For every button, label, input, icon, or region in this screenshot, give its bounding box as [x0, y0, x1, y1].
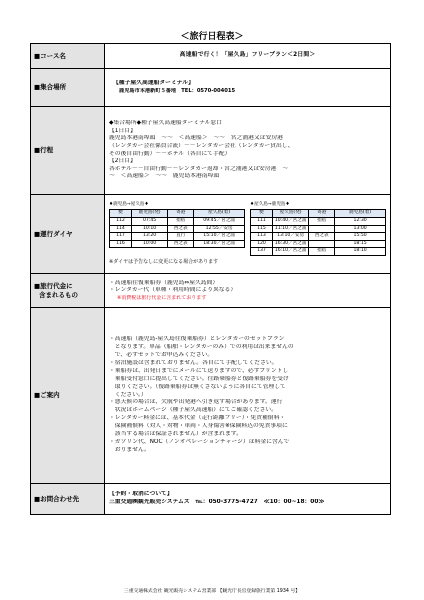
timetable-header-cell: 鹿児島(着): [335, 210, 386, 218]
included-item: ・高速船往復乗船券（鹿児島⇔屋久島間）: [109, 279, 219, 286]
schedule-label: ■行程: [31, 107, 105, 195]
timetable-header-cell: 寄港: [168, 210, 194, 218]
guide-line: 該当する場合は保証されません）が含まれます。: [109, 431, 242, 438]
timetable-header-cell: 鹿児島(発): [131, 210, 167, 218]
schedule-row: [31, 107, 391, 195]
timetable-header-cell: 寄港: [309, 210, 335, 218]
timetable-cell: 12:30: [335, 218, 386, 226]
inbound-table: [250, 209, 386, 256]
timetable-cell: 12:55／安房: [194, 225, 245, 233]
timetable-cell: 16:10／宮之浦: [272, 248, 308, 256]
inbound-title: ♦屋久島→鹿児島♦: [250, 202, 290, 208]
timetable-cell: 13:10／安房: [272, 233, 308, 241]
contact-content: [105, 484, 391, 515]
timetable-cell: 10:00: [131, 240, 167, 248]
included-tax-note: ※消費税は旅行代金に含まれております: [117, 294, 207, 301]
timetable-cell: 115: [251, 225, 273, 233]
timetable-cell: 15:10／宮之浦: [194, 233, 245, 241]
timetable-cell: 指宿: [309, 218, 335, 226]
guide-line: となります。単品（船舶・レンタカーのみ）での利用は出来ませんの: [109, 343, 294, 350]
guide-line: ・宿泊施設は含まれておりません。各自にて手配してください。: [109, 359, 278, 366]
guide-label: ■ご案内: [31, 308, 105, 484]
timetable-row: [251, 233, 386, 241]
timetable-cell: 直行: [168, 233, 194, 241]
footer-company: 三重交通株式会社 観光販売システム営業部 【観光庁長官登録旅行業第 1934 号】: [123, 589, 301, 594]
itinerary-table: [30, 43, 391, 515]
timetable-header-cell: 便: [110, 210, 132, 218]
contact-row: [31, 484, 391, 515]
timetable-cell: 117: [110, 233, 132, 241]
schedule-content: [105, 107, 391, 195]
inbound-timetable: [250, 202, 386, 256]
course-name: 高速船で行く！「屋久島」フリープラン＜2日間＞: [105, 44, 391, 69]
timetable-label: ■運行ダイヤ: [31, 195, 105, 274]
timetable-header-cell: 屋久島(着): [194, 210, 245, 218]
guide-line: ・ガソリン代、NOC（ノンオペレーションチャージ）は料金に含んで: [109, 439, 290, 446]
guide-line: ・悪天候の場合は、欠航や出発港へ引き返す場合があります。運行: [109, 399, 283, 406]
meeting-terminal: 【種子屋久高速船ターミナル】: [113, 80, 194, 87]
guide-line: ・レンタカー料金には、基本代金（走行距離フリー）・免責補償料・: [109, 415, 286, 422]
meeting-content: [105, 69, 391, 107]
timetable-cell: 西之表: [309, 233, 335, 241]
contact-details: 三重交通㈱観光販売システムズ ℡：050-3775-4727 ≪10：00~18：00≫: [109, 499, 325, 505]
timetable-cell: 18:15: [335, 240, 386, 248]
timetable-cell: 112: [110, 218, 132, 226]
timetable-header-row: [251, 210, 386, 218]
contact-heading: 【予約・取消について】: [109, 491, 173, 498]
timetable-row: [110, 240, 245, 248]
timetable-content: [105, 195, 391, 274]
document-title: ＜旅行日程表＞: [180, 32, 244, 42]
timetable-cell: 西之表: [168, 240, 194, 248]
guide-line: おりません。: [109, 447, 150, 454]
timetable-row: [31, 195, 391, 274]
timetable-cell: 11:10／宮之浦: [272, 225, 308, 233]
schedule-line: その後自由行動）－－ホテル（各自にて手配）: [109, 150, 231, 157]
guide-line: 状況はホームページ（種子屋久高速船）にてご確認ください。: [109, 407, 277, 414]
timetable-cell: [309, 240, 335, 248]
guide-content: [105, 308, 391, 484]
timetable-cell: 15:50: [335, 233, 386, 241]
outbound-title: ♦鹿児島→屋久島♦: [109, 202, 149, 208]
timetable-cell: 137: [251, 248, 273, 256]
timetable-row: [110, 218, 245, 226]
timetable-cell: 指宿: [168, 218, 194, 226]
timetable-cell: 10:40／宮之浦: [272, 218, 308, 226]
timetable-cell: 07:45: [131, 218, 167, 226]
guide-row: [31, 308, 391, 484]
timetable-cell: 18:10: [335, 248, 386, 256]
guide-line: ください。）: [109, 391, 147, 398]
outbound-table: [109, 209, 245, 248]
timetable-cell: 指宿: [309, 248, 335, 256]
guide-line: 保険補償料（対人・対物・車両・人身傷害※保険料込の免責事項に: [109, 423, 288, 430]
guide-line: 取りください。（復路乗船券は無くさないように各自にて管理して: [109, 383, 286, 390]
guide-line: ・高速船（鹿児島-屋久島往復乗船券）とレンタカーのセットプラン: [109, 335, 285, 342]
contact-label: ■お問合わせ先: [31, 484, 105, 515]
timetable-cell: 111: [251, 218, 273, 226]
meeting-address: 鹿児島市本港新町５番地 TEL：0570-004015: [119, 87, 236, 94]
timetable-note: ※ダイヤは予告なしに変更になる場合があります: [109, 259, 219, 266]
timetable-row: [251, 248, 386, 256]
timetable-row: [251, 218, 386, 226]
included-label-line2: 含まれるもの: [39, 290, 78, 299]
included-row: [31, 274, 391, 308]
guide-line: で、必ずセットでお申込みください。: [109, 351, 214, 358]
timetable-cell: 120: [251, 240, 273, 248]
included-label-line1: ■旅行代金に: [34, 282, 73, 291]
timetable-row: [251, 225, 386, 233]
timetable-cell: 113: [251, 233, 273, 241]
timetable-row: [110, 225, 245, 233]
timetable-cell: 116: [110, 240, 132, 248]
timetable-row: [110, 233, 245, 241]
meeting-row: [31, 69, 391, 107]
meeting-label: ■集合場所: [31, 69, 105, 107]
included-content: [105, 274, 391, 308]
schedule-line: ◆集合場所◆種子屋久高速船ターミナル窓口: [109, 119, 222, 126]
timetable-cell: 114: [110, 225, 132, 233]
included-label: [31, 274, 105, 308]
schedule-line: （レンタカー会社係員合流）－－レンタカー会社（レンタカー貸出し、: [109, 142, 294, 149]
course-row: [31, 44, 391, 69]
included-item: ・レンタカー代（車種・利用時間により異なる）: [109, 287, 237, 294]
schedule-line: 【1日目】: [109, 127, 136, 134]
schedule-line: 鹿児島本港南埠頭 ～～ ＜高速船＞ ～～ 宮之浦港又は安房港: [109, 135, 283, 142]
timetable-cell: 16:30／宮之浦: [272, 240, 308, 248]
outbound-timetable: [109, 202, 245, 256]
timetable-cell: 09:45／宮之浦: [194, 218, 245, 226]
timetable-header-cell: 屋久島(発): [272, 210, 308, 218]
guide-line: ・乗船券は、出発日までにメールにて送りますので、必ずプリントし: [109, 367, 289, 374]
schedule-line: 各ホテル－－自由行動－－レンタカー返却・宮之浦港又は安房港 ～: [109, 165, 289, 172]
timetable-cell: 13:20: [131, 233, 167, 241]
timetable-header-row: [110, 210, 245, 218]
timetable-cell: 西之表: [168, 225, 194, 233]
schedule-line: 【2日目】: [109, 158, 136, 165]
timetable-header-cell: 便: [251, 210, 273, 218]
timetable-cell: [309, 225, 335, 233]
timetable-cell: 18:30／宮之浦: [194, 240, 245, 248]
timetable-cell: 10:10: [131, 225, 167, 233]
guide-line: 乗船受付窓口に提出してください。往路乗船券と復路乗船券を受け: [109, 375, 289, 382]
schedule-line: ～ ＜高速船＞ ～～ 鹿児島本港南埠頭: [109, 173, 220, 180]
course-label: ■コース名: [31, 44, 105, 69]
timetable-cell: 13:00: [335, 225, 386, 233]
timetable-row: [251, 240, 386, 248]
